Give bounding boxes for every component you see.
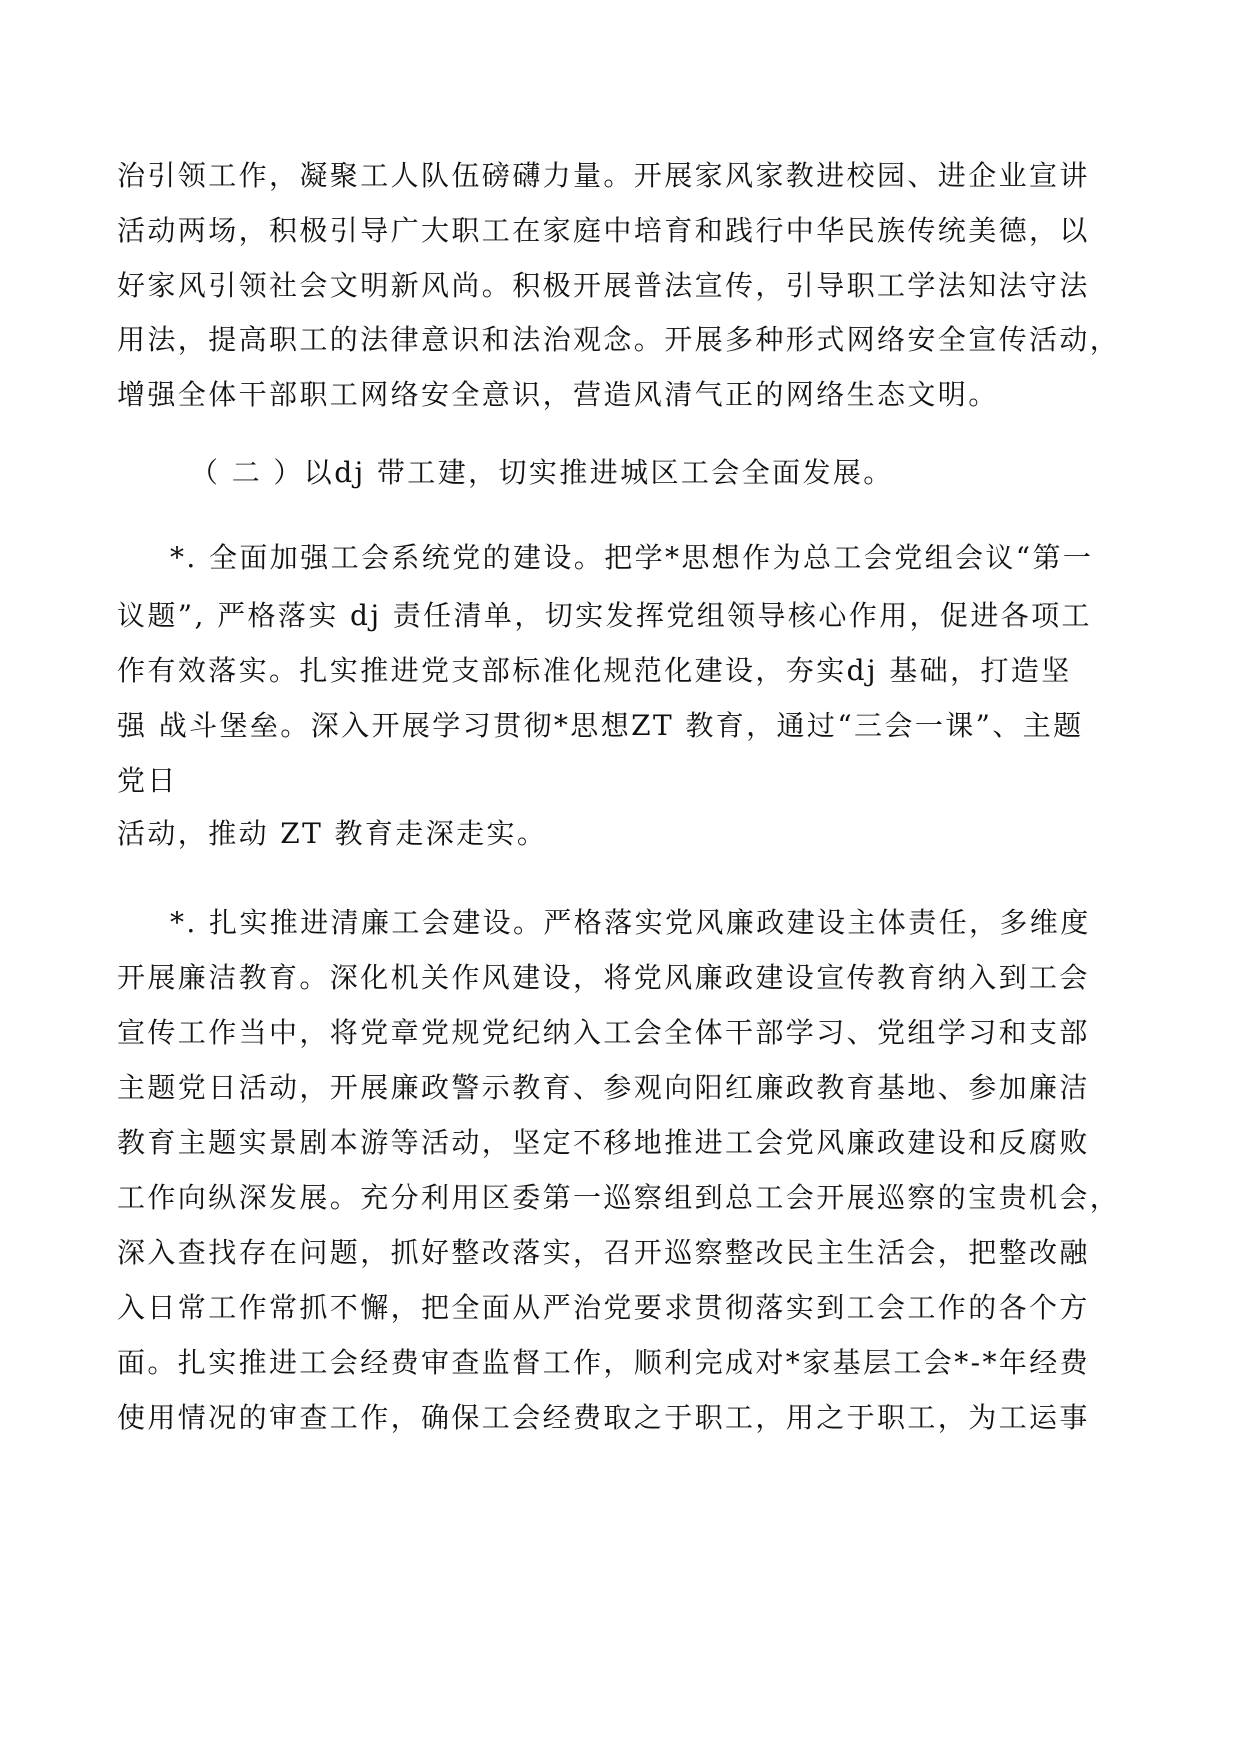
text-line: 增强全体干部职工网络安全意识，营造风清气正的网络生态文明。 (117, 378, 999, 411)
text-line: 作有效落实。扎实推进党支部标准化规范化建设，夯实dj 基础，打造坚 (117, 654, 1072, 687)
text-line: 使用情况的审查工作，确保工会经费取之于职工，用之于职工，为工运事 (117, 1401, 1090, 1434)
text-line: *. 全面加强工会系统党的建设。把学*思想作为总工会党组会议“第一 (170, 541, 1094, 574)
text-line: 面。扎实推进工会经费审查监督工作，顺利完成对*家基层工会*-*年经费 (117, 1346, 1091, 1379)
text-line: 党日 (117, 764, 178, 797)
text-line: 教育主题实景剧本游等活动，坚定不移地推进工会党风廉政建设和反腐败 (117, 1126, 1090, 1159)
text-line: 深入查找存在问题，抓好整改落实，召开巡察整改民主生活会，把整改融 (117, 1236, 1090, 1269)
text-line: 议题”, 严格落实 dj 责任清单，切实发挥党组领导核心作用，促进各项工 (117, 599, 1092, 632)
text-line: 活动两场，积极引导广大职工在家庭中培育和践行中华民族传统美德，以 (117, 214, 1090, 247)
text-line: 入日常工作常抓不懈，把全面从严治党要求贯彻落实到工会工作的各个方 (117, 1291, 1090, 1324)
text-line: 用法，提高职工的法律意识和法治观念。开展多种形式网络安全宣传活动， (117, 323, 1121, 356)
text-line: 主题党日活动，开展廉政警示教育、参观向阳红廉政教育基地、参加廉洁 (117, 1071, 1090, 1104)
text-line: 好家风引领社会文明新风尚。积极开展普法宣传，引导职工学法知法守法 (117, 269, 1090, 302)
text-line: 强 战斗堡垒。深入开展学习贯彻*思想ZT 教育，通过“三会一课”、主题 (117, 709, 1084, 742)
text-line: 宣传工作当中，将党章党规党纪纳入工会全体干部学习、党组学习和支部 (117, 1016, 1090, 1049)
text-line: 治引领工作，凝聚工人队伍磅礴力量。开展家风家教进校园、进企业宣讲 (117, 159, 1090, 192)
text-line: 工作向纵深发展。充分利用区委第一巡察组到总工会开展巡察的宝贵机会， (117, 1181, 1121, 1214)
section-heading: （ 二 ）以dj 带工建，切实推进城区工会全面发展。 (190, 456, 894, 489)
text-line: 活动，推动 ZT 教育走深走实。 (117, 817, 548, 850)
text-line: 开展廉洁教育。深化机关作风建设，将党风廉政建设宣传教育纳入到工会 (117, 961, 1090, 994)
text-line: *. 扎实推进清廉工会建设。严格落实党风廉政建设主体责任，多维度 (170, 906, 1091, 939)
